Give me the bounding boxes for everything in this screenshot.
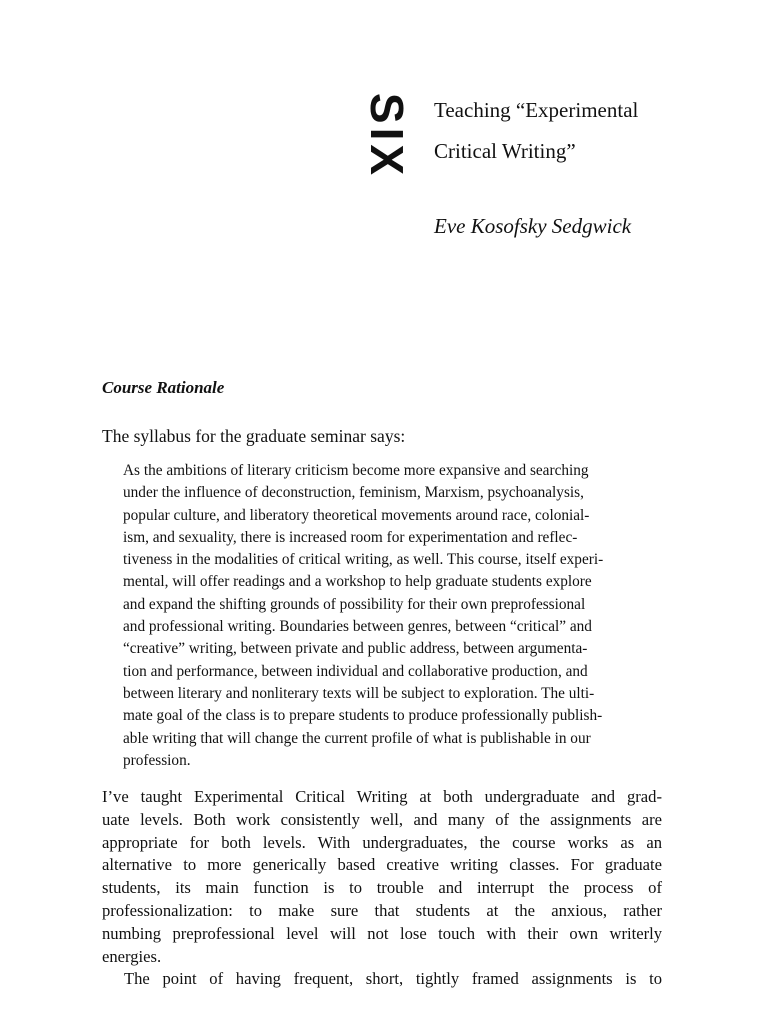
body-line: uate levels. Both work consistently well, and many of the assignments are (102, 809, 662, 829)
quote-line: “creative” writing, between private and public address, between argumenta- (123, 640, 588, 658)
body-line: alternative to more generically based creative writing classes. For graduate (102, 855, 662, 875)
section-heading: Course Rationale (102, 378, 225, 397)
quote-line: ism, and sexuality, there is increased room for experimentation and reflec- (123, 528, 578, 546)
quote-line: profession. (123, 751, 191, 769)
syllabus-quote (123, 460, 663, 772)
body-line: energies. (102, 946, 162, 966)
body-line: students, its main function is to trouble and interrupt the process of (102, 878, 662, 898)
chapter-number (352, 88, 422, 184)
quote-line: mental, will offer readings and a workshop to help graduate students explore (123, 573, 592, 591)
chapter-title-line: Critical Writing” (434, 139, 576, 163)
quote-line: and professional writing. Boundaries between genres, between “critical” and (123, 618, 592, 636)
intro-paragraph: The syllabus for the graduate seminar says: (102, 426, 406, 446)
chapter-title (434, 90, 638, 172)
quote-line: under the influence of deconstruction, feminism, Marxism, psychoanalysis, (123, 484, 584, 502)
quote-line: and expand the shifting grounds of possibility for their own preprofessional (123, 595, 586, 613)
quote-line: popular culture, and liberatory theoretical movements around race, colonial- (123, 506, 590, 524)
quote-line: mate goal of the class is to prepare students to produce professionally publish- (123, 707, 603, 725)
author-name: Eve Kosofsky Sedgwick (434, 214, 632, 238)
quote-line: tiveness in the modalities of critical writing, as well. This course, itself experi- (123, 551, 604, 569)
body-line: professionalization: to make sure that students at the anxious, rather (102, 900, 662, 920)
quote-line: between literary and nonliterary texts will be subject to exploration. The ulti- (123, 684, 595, 702)
body-line: I’ve taught Experimental Critical Writing at both undergraduate and grad- (102, 787, 662, 806)
quote-line: able writing that will change the current profile of what is publishable in our (123, 729, 591, 747)
chapter-title-line: Teaching “Experimental (434, 98, 639, 122)
quote-line: tion and performance, between individual and collaborative production, and (123, 662, 588, 680)
body-line: appropriate for both levels. With undergraduates, the course works as an (102, 832, 662, 852)
body-line: The point of having frequent, short, tightly framed assignments is to (124, 969, 662, 989)
body-paragraphs (102, 786, 662, 991)
body-line: numbing preprofessional level will not lose touch with their own writerly (102, 923, 662, 943)
chapter-number-label: SIX (361, 92, 413, 180)
quote-line: As the ambitions of literary criticism become more expansive and searching (123, 462, 589, 479)
